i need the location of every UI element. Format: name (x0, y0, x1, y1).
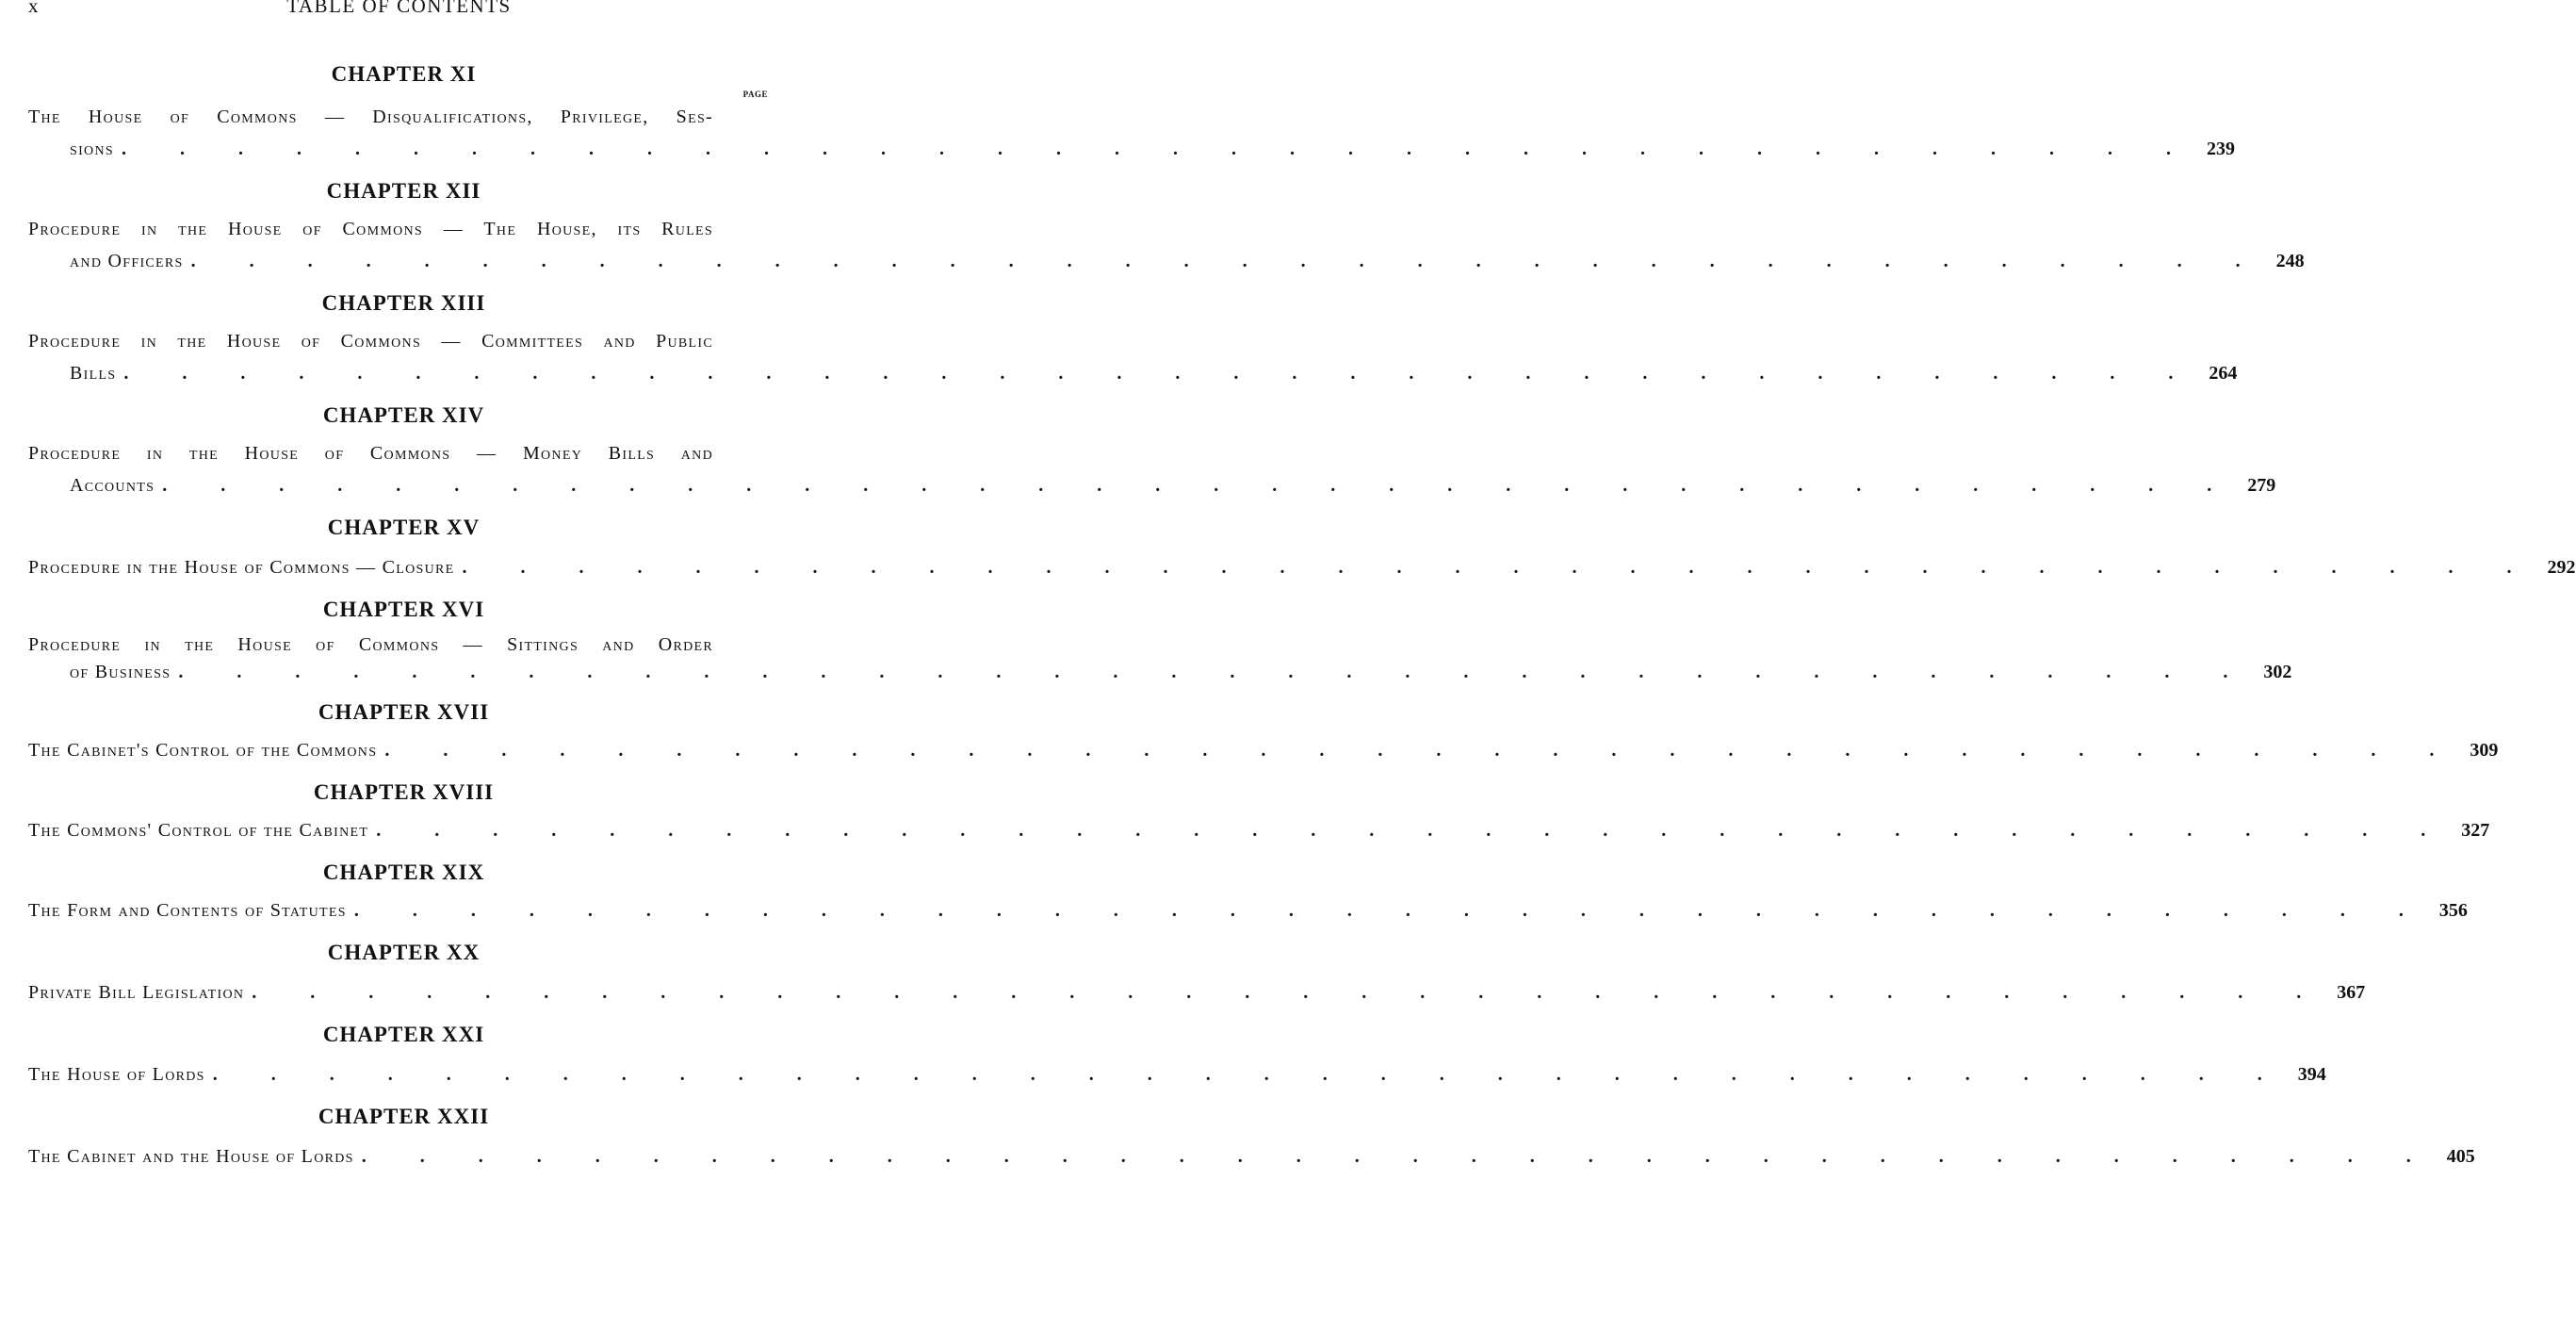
page-number: 309 (2470, 740, 2499, 761)
chapter-entry (0, 859, 2468, 926)
entry-title: The Cabinet and the House of Lords (28, 1146, 354, 1167)
leader-dots: . . . . . . . . . . . . . . . . . . . . . . . . . . . . . . . . . . . . (252, 982, 2326, 1003)
entry-title-line2: Accounts (70, 475, 155, 496)
leader-dots: . . . . . . . . . . . . . . . . . . . . . . . . . . . . . . . . . . . . (212, 1064, 2287, 1085)
leader-dots: . . . . . . . . . . . . . . . . . . . . . . . . . . . . . . . . . . . . (462, 557, 2536, 578)
chapter-entry (0, 514, 2576, 583)
entry-title: The Form and Contents of Statutes (28, 900, 347, 921)
chapter-heading: CHAPTER XIX (322, 860, 485, 884)
leader-dots: . . . . . . . . . . . . . . . . . . . . . . . . . . . . . . . . . . . . (121, 139, 2195, 159)
chapter-entry (0, 596, 2292, 686)
leader-dots: . . . . . . . . . . . . . . . . . . . . . . . . . . . . . . . . . . . . (190, 251, 2265, 271)
chapter-heading: CHAPTER XIV (322, 403, 485, 427)
entry-title-line2: and Officers (70, 251, 184, 271)
entry-title-line1: The House of Commons — Disqualifications, Privilege, Ses- (28, 107, 713, 127)
running-head (0, 0, 798, 17)
leader-dots: . . . . . . . . . . . . . . . . . . . . . . . . . . . . . . . . . . . . (376, 820, 2451, 841)
toc-entry (28, 101, 2235, 165)
chapter-heading: CHAPTER XV (327, 516, 481, 539)
page-number: 264 (2209, 363, 2238, 384)
entry-title: Private Bill Legislation (28, 982, 245, 1003)
page-number: 248 (2275, 251, 2305, 271)
leader-dots: . . . . . . . . . . . . . . . . . . . . . . . . . . . . . . . . . . . . (162, 475, 2237, 496)
entry-title: The Cabinet's Control of the Commons (28, 740, 378, 761)
page-number: 367 (2337, 982, 2366, 1003)
toc-entry (28, 1140, 2475, 1172)
entry-title-line1: Procedure in the House of Commons — The House, its Rules (28, 219, 713, 239)
page-number: 394 (2297, 1064, 2326, 1085)
chapter-heading: CHAPTER XXII (318, 1105, 490, 1128)
chapter-heading: CHAPTER XVI (322, 598, 485, 621)
page-number: 327 (2461, 820, 2490, 841)
chapter-entry (0, 1021, 2326, 1090)
entry-title-line1: Procedure in the House of Commons — Money Bills and (28, 443, 713, 464)
toc-entry (28, 1058, 2326, 1090)
chapter-heading: CHAPTER XII (326, 179, 481, 203)
entry-title-line2: Bills (70, 363, 117, 384)
chapter-heading: CHAPTER XX (327, 941, 481, 964)
entry-title: The House of Lords (28, 1064, 205, 1085)
chapter-entry (0, 60, 2235, 165)
entry-title-line1: Procedure in the House of Commons — Committees and Public (28, 331, 713, 352)
leader-dots: . . . . . . . . . . . . . . . . . . . . . . . . . . . . . . . . . . . . (384, 740, 2459, 761)
entry-title: Procedure in the House of Commons — Closure (28, 557, 455, 578)
chapter-entry (0, 289, 2238, 389)
toc-entry (28, 814, 2490, 846)
chapter-entry (0, 939, 2366, 1008)
entry-title-line2: sions (70, 139, 114, 159)
chapter-entry (0, 779, 2490, 846)
leader-dots: . . . . . . . . . . . . . . . . . . . . . . . . . . . . . . . . . . . . (361, 1146, 2436, 1167)
chapter-heading: CHAPTER XIII (321, 291, 486, 315)
page-number: 292 (2547, 557, 2576, 578)
page-number: 279 (2247, 475, 2276, 496)
page-number: 302 (2263, 662, 2292, 682)
toc-entry (28, 437, 2276, 501)
chapter-entry (0, 402, 2276, 501)
chapter-heading: CHAPTER XI (331, 62, 477, 86)
chapter-entry (0, 698, 2499, 766)
page-folio: x (28, 0, 39, 17)
table-of-contents (0, 60, 2576, 1172)
chapter-heading: CHAPTER XVII (318, 700, 490, 724)
entry-title-line1: Procedure in the House of Commons — Sittings and Order (28, 634, 713, 655)
leader-dots: . . . . . . . . . . . . . . . . . . . . . . . . . . . . . . . . . . . . (123, 363, 2198, 384)
toc-entry (28, 734, 2499, 766)
leader-dots: . . . . . . . . . . . . . . . . . . . . . . . . . . . . . . . . . . . . (178, 662, 2253, 682)
running-head-title: TABLE OF CONTENTS (286, 0, 512, 17)
toc-entry (28, 325, 2238, 389)
toc-entry (28, 631, 2292, 686)
chapter-entry (0, 1103, 2475, 1172)
page-column-label: PAGE (742, 90, 768, 99)
leader-dots: . . . . . . . . . . . . . . . . . . . . . . . . . . . . . . . . . . . . (353, 900, 2428, 921)
entry-title-line2: of Business (70, 662, 171, 682)
toc-entry (28, 894, 2468, 926)
page-number: 239 (2206, 139, 2235, 159)
entry-title: The Commons' Control of the Cabinet (28, 820, 369, 841)
chapter-heading: CHAPTER XVIII (313, 780, 495, 804)
toc-entry (28, 551, 2576, 583)
chapter-heading: CHAPTER XXI (322, 1023, 485, 1046)
page-number: 405 (2446, 1146, 2475, 1167)
chapter-entry (0, 177, 2305, 277)
toc-entry (28, 976, 2366, 1008)
toc-entry (28, 213, 2305, 277)
page-number: 356 (2438, 900, 2468, 921)
